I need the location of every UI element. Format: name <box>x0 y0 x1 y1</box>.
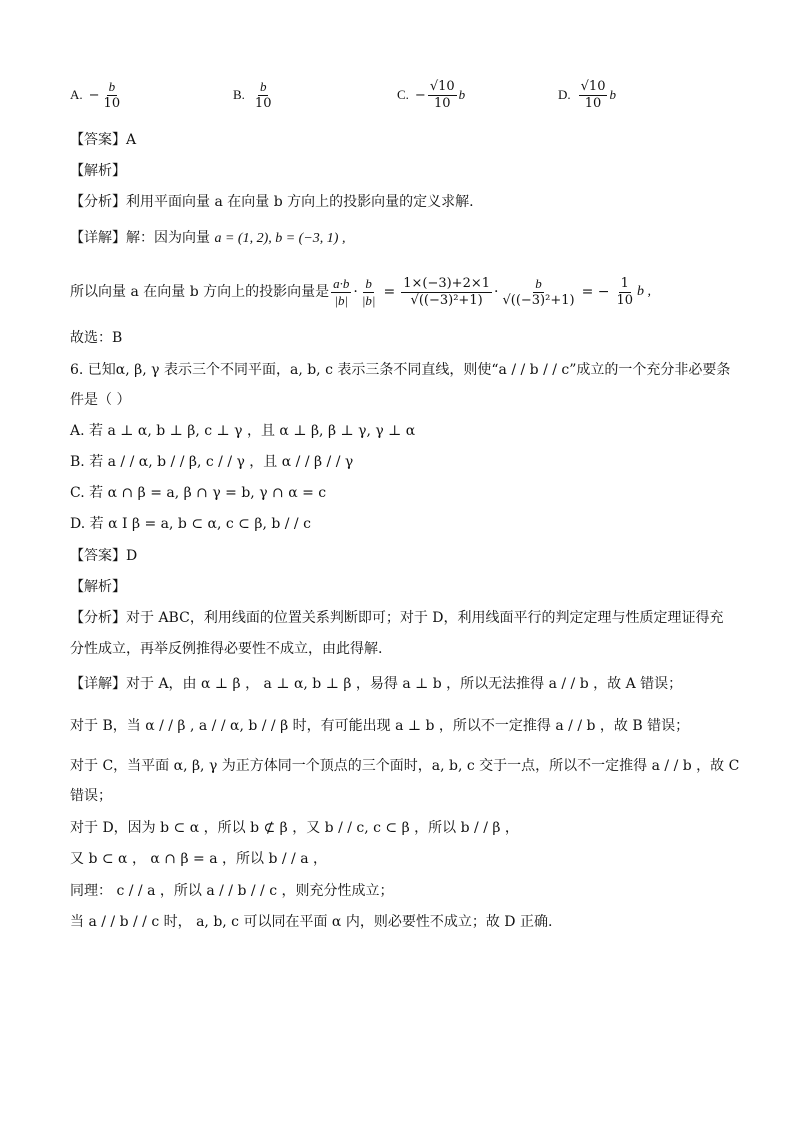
option-d-label: D. <box>558 87 571 102</box>
q5-jiexi-heading: 【解析】 <box>70 163 126 179</box>
q5-proj-den1: |b| <box>334 292 349 308</box>
q6-detail-d3: 同理： c / / a ，所以 a / / b / / c ，则充分性成立； <box>70 883 394 899</box>
q6-jiexi-heading: 【解析】 <box>70 579 126 595</box>
q5-proj-den2: |b| <box>361 292 376 308</box>
q6-answer: 【答案】D <box>70 548 138 564</box>
q5-proj-num1: a·b <box>333 275 350 291</box>
q5-vectors-given: a = (1, 2), b = (−3, 1) , <box>214 231 346 246</box>
q5-answer: 【答案】A <box>70 132 137 148</box>
option-a <box>70 75 124 115</box>
q5-proj-res-tail: b , <box>637 284 652 299</box>
option-a-sign: − <box>88 87 100 103</box>
option-b-fraction <box>253 79 274 112</box>
option-b-numerator: b <box>259 78 267 94</box>
option-c-denominator: 10 <box>433 95 451 111</box>
q5-proj-frac4 <box>500 276 576 309</box>
q6-option-a: A. 若 a ⊥ α, b ⊥ β, c ⊥ γ ，且 α ⊥ β, β ⊥ γ, γ ⊥ α <box>70 423 416 439</box>
option-b-denominator: 10 <box>254 95 272 111</box>
option-d-fraction <box>579 79 608 112</box>
q5-proj-num2: b <box>365 275 372 291</box>
q5-proj-eq-den2: √((−3)²+1) <box>502 292 575 308</box>
q6-detail-c: 对于 C，当平面 α, β, γ 为正方体同一个顶点的三个面时，a, b, c 交于一点，所以不一定推得 a / / b ，故 C <box>70 758 740 774</box>
q6-stem-line2: 件是（ ） <box>70 392 131 408</box>
option-c-numerator: √10 <box>429 78 455 94</box>
q5-proj-eq-num: 1×(−3)+2×1 <box>403 275 491 291</box>
q5-projection: 所以向量 a 在向量 b 方向上的投影向量是 $\frac{a\cdot b}{|b|}$ · $\frac{b}{|b|}$ = $\frac{1\times(-3)+2\times 1}{\text{√((−3)²+1)}}$ · $\frac{b}{\text{√((−3)²+1)}}$ = − $\frac{1}{10}$ b , <box>70 275 652 308</box>
q5-proj-frac5 <box>615 276 636 309</box>
option-d-tail: b <box>609 87 616 102</box>
option-c-fraction <box>428 79 457 112</box>
option-d-denominator: 10 <box>584 95 602 111</box>
q5-xiangjie <box>70 228 345 249</box>
q6-stem-line1: 6. 已知α, β, γ 表示三个不同平面，a, b, c 表示三条不同直线，则使“a / / b / / c”成立的一个充分非必要条 <box>70 362 731 378</box>
option-a-denominator: 10 <box>103 95 121 111</box>
q5-proj-frac1 <box>331 276 351 309</box>
q5-proj-eq-num2: b <box>535 275 542 291</box>
q6-option-d: D. 若 α I β = a, b ⊂ α, c ⊂ β, b / / c <box>70 516 311 532</box>
q6-option-c: C. 若 α ∩ β = a, β ∩ γ = b, γ ∩ α = c <box>70 485 327 501</box>
q6-fenxi-line1: 【分析】对于 ABC，利用线面的位置关系判断即可；对于 D，利用线面平行的判定定理与性质定理证得充 <box>70 610 724 626</box>
q5-proj-res-num: 1 <box>620 275 629 291</box>
q5-proj-frac2 <box>360 276 378 309</box>
option-a-fraction <box>102 79 123 112</box>
q6-detail-d2: 又 b ⊂ α ， α ∩ β = a ，所以 b / / a ， <box>70 851 327 867</box>
option-c-tail: b <box>458 87 466 102</box>
q6-option-b: B. 若 a / / α, b / / β, c / / γ ，且 α / / β / / γ <box>70 454 354 470</box>
q5-proj-res-den: 10 <box>616 292 634 308</box>
option-a-numerator: b <box>108 78 116 94</box>
option-b <box>233 75 275 115</box>
q5-proj-frac3 <box>401 276 492 309</box>
q5-proj-eq-den: √((−3)²+1) <box>410 292 483 308</box>
q6-detail-d1: 对于 D，因为 b ⊂ α ，所以 b ⊄ β ，又 b / / c, c ⊂ β ，所以 b / / β ， <box>70 820 519 836</box>
q5-xiangjie-prefix: 【详解】解：因为向量 <box>70 230 210 246</box>
option-d <box>558 75 616 115</box>
q5-choice: 故选：B <box>70 330 123 346</box>
q6-detail-c-cont: 错误； <box>70 788 112 804</box>
option-c-sign: − <box>414 87 426 103</box>
option-c <box>397 75 465 115</box>
option-c-label: C. <box>397 87 409 102</box>
q6-detail-a: 【详解】对于 A，由 α ⊥ β ， a ⊥ α, b ⊥ β ，易得 a ⊥ b ，所以无法推得 a / / b ，故 A 错误； <box>70 676 683 692</box>
q5-projection-prefix: 所以向量 a 在向量 b 方向上的投影向量是 <box>70 284 330 300</box>
q6-detail-b: 对于 B，当 α / / β , a / / α, b / / β 时，有可能出现 a ⊥ b ，所以不一定推得 a / / b ，故 B 错误； <box>70 718 690 734</box>
q5-proj-result-sign: = − <box>581 284 610 300</box>
option-d-numerator: √10 <box>580 78 606 94</box>
q6-fenxi-line2: 分性成立，再举反例推得必要性不成立，由此得解. <box>70 641 383 657</box>
q5-fenxi: 【分析】利用平面向量 a 在向量 b 方向上的投影向量的定义求解. <box>70 194 474 210</box>
q6-detail-d4: 当 a / / b / / c 时， a, b, c 可以同在平面 α 内，则必要性不成立；故 D 正确. <box>70 914 553 930</box>
option-a-label: A. <box>70 87 83 102</box>
option-b-label: B. <box>233 87 245 102</box>
